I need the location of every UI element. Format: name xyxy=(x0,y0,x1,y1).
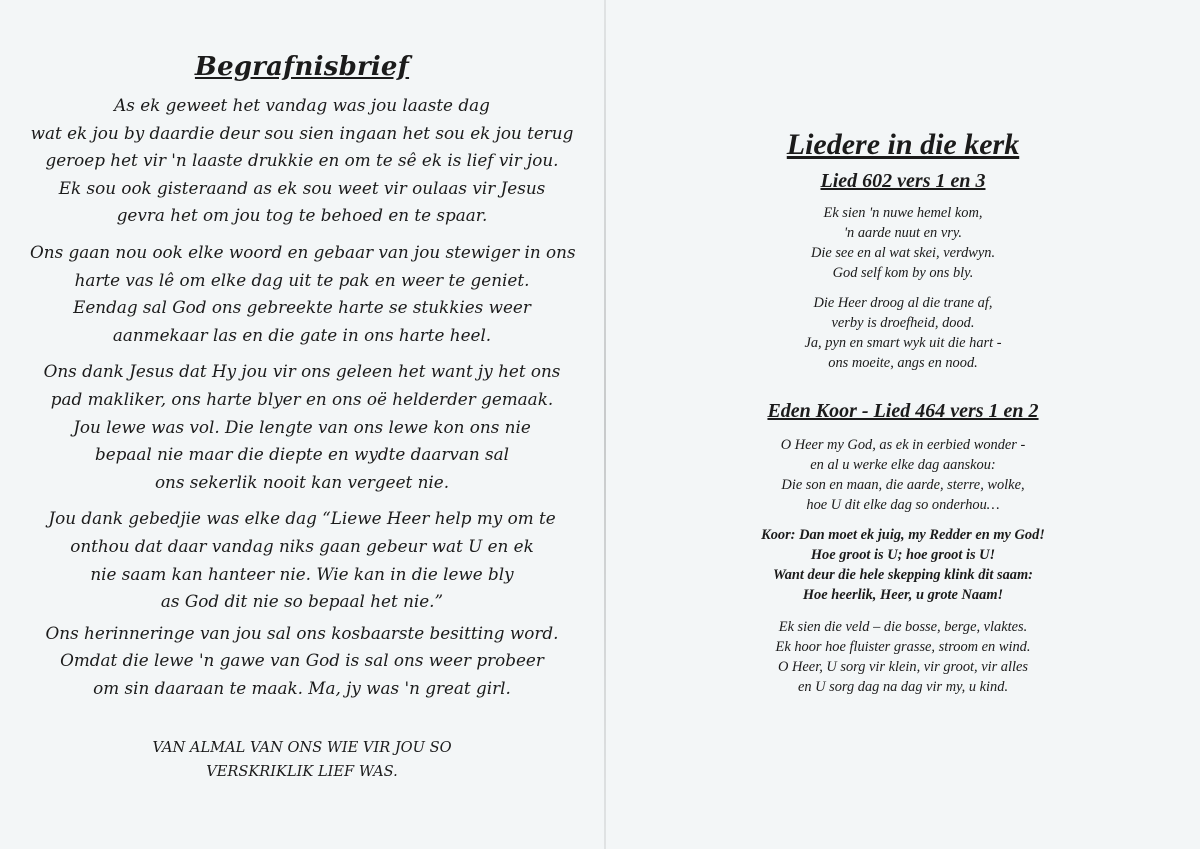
letter-line: nie saam kan hanteer nie. Wie kan in die lewe bly xyxy=(90,563,514,584)
letter-stanza-3 xyxy=(30,358,574,496)
letter-stanza-5 xyxy=(30,620,574,703)
verse-line: ons moeite, angs en nood. xyxy=(828,355,978,371)
verse-line: 'n aarde nuut en vry. xyxy=(843,225,963,241)
song-heading-lied-602: Lied 602 vers 1 en 3 xyxy=(820,170,986,192)
verse-line: Ek sien die veld – die bosse, berge, vlaktes. xyxy=(778,619,1028,635)
song-verse xyxy=(606,435,1200,515)
songs-title: Liedere in die kerk xyxy=(786,128,1020,161)
verse-line: verby is droefheid, dood. xyxy=(831,315,975,331)
signoff-line: VERSKRIKLIK LIEF WAS. xyxy=(206,763,398,780)
song-heading-lied-464: Eden Koor - Lied 464 vers 1 en 2 xyxy=(767,400,1039,422)
verse-line: Ek hoor hoe fluister grasse, stroom en wind. xyxy=(775,639,1031,655)
verse-line: en U sorg dag na dag vir my, u kind. xyxy=(797,679,1009,695)
letter-line: ons sekerlik nooit kan vergeet nie. xyxy=(154,471,450,492)
song-verse xyxy=(606,617,1200,697)
verse-line: Die see en al wat skei, verdwyn. xyxy=(810,245,996,261)
letter-line: as God dit nie so bepaal het nie.” xyxy=(160,591,444,612)
letter-line: gevra het om jou tog te behoed en te spaar. xyxy=(116,205,488,226)
verse-line: Ek sien 'n nuwe hemel kom, xyxy=(823,205,983,221)
song-verse xyxy=(606,293,1200,373)
letter-line: harte vas lê om elke dag uit te pak en weer te geniet. xyxy=(74,269,530,290)
letter-title: Begrafnisbrief xyxy=(194,52,410,82)
song-verse xyxy=(606,203,1200,283)
letter-line: bepaal nie maar die diepte en wydte daarvan sal xyxy=(94,444,510,465)
verse-line: O Heer my God, as ek in eerbied wonder - xyxy=(780,437,1026,453)
letter-signoff xyxy=(30,736,574,784)
letter-body xyxy=(30,92,574,711)
verse-line: hoe U dit elke dag so onderhou… xyxy=(806,497,1000,513)
letter-line: aanmekaar las en die gate in ons harte heel. xyxy=(112,324,492,345)
letter-line: Ons dank Jesus dat Hy jou vir ons geleen het want jy het ons xyxy=(43,361,561,382)
chorus-line: Koor: Dan moet ek juig, my Redder en my God! xyxy=(761,527,1045,543)
signoff-line: VAN ALMAL VAN ONS WIE VIR JOU SO xyxy=(152,739,452,756)
right-page xyxy=(606,0,1200,849)
letter-line: Jou dank gebedjie was elke dag “Liewe Heer help my om te xyxy=(48,508,556,529)
chorus-line: Want deur die hele skepping klink dit saam: xyxy=(773,567,1033,583)
letter-line: wat ek jou by daardie deur sou sien ingaan het sou ek jou terug xyxy=(30,122,574,143)
verse-line: Ja, pyn en smart wyk uit die hart - xyxy=(804,335,1002,351)
verse-line: God self kom by ons bly. xyxy=(832,265,974,281)
verse-line: Die son en maan, die aarde, sterre, wolke, xyxy=(781,477,1025,493)
letter-stanza-1 xyxy=(30,92,574,230)
letter-line: Eendag sal God ons gebreekte harte se stukkies weer xyxy=(73,297,531,318)
chorus-line: Hoe groot is U; hoe groot is U! xyxy=(810,547,996,563)
verse-line: O Heer, U sorg vir klein, vir groot, vir alles xyxy=(778,659,1028,675)
letter-line: Omdat die lewe 'n gawe van God is sal ons weer probeer xyxy=(60,650,544,671)
verse-line: en al u werke elke dag aanskou: xyxy=(810,457,996,473)
letter-stanza-2 xyxy=(30,239,574,349)
letter-line: geroep het vir 'n laaste drukkie en om te sê ek is lief vir jou. xyxy=(45,150,559,171)
letter-line: As ek geweet het vandag was jou laaste dag xyxy=(114,95,490,115)
letter-line: Ek sou ook gisteraand as ek sou weet vir oulaas vir Jesus xyxy=(58,177,546,198)
letter-line: Ons herinneringe van jou sal ons kosbaarste besitting word. xyxy=(45,622,559,643)
chorus-line: Hoe heerlik, Heer, u grote Naam! xyxy=(802,587,1004,603)
letter-line: pad makliker, ons harte blyer en ons oë helderder gemaak. xyxy=(50,388,554,409)
letter-line: onthou dat daar vandag niks gaan gebeur wat U en ek xyxy=(70,535,534,556)
song-chorus xyxy=(606,525,1200,605)
letter-line: Ons gaan nou ook elke woord en gebaar van jou stewiger in ons xyxy=(30,241,576,262)
letter-stanza-4 xyxy=(30,505,574,615)
letter-line: om sin daaraan te maak. Ma, jy was 'n great girl. xyxy=(93,677,511,698)
verse-line: Die Heer droog al die trane af, xyxy=(813,295,993,311)
letter-line: Jou lewe was vol. Die lengte van ons lewe kon ons nie xyxy=(73,416,531,437)
